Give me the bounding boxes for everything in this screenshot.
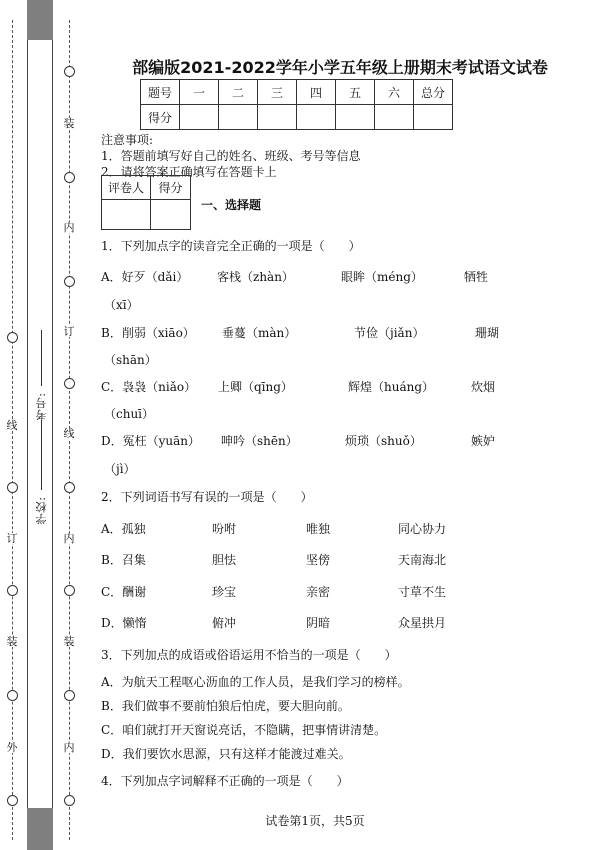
exam-title: 部编版2021-2022学年小学五年级上册期末考试语文试卷 [132, 58, 548, 77]
q2-option-a: A．孤独 [101, 522, 146, 536]
outer-circle-3 [7, 585, 18, 596]
exam-number-label: 考号: [35, 392, 48, 421]
score-header-cell: 总分 [414, 80, 453, 105]
section-title: 一、选择题 [201, 198, 262, 212]
score-table-header-row [141, 80, 453, 105]
score-header-cell: 四 [297, 80, 336, 105]
score-cell[interactable] [375, 105, 414, 130]
q1-option-d: 呻吟（shēn） [221, 434, 298, 448]
q2-option-b: 胆怯 [212, 553, 237, 567]
q1-option-c: （chuī） [104, 407, 155, 421]
school-field-line [41, 420, 42, 490]
score-cell[interactable] [180, 105, 219, 130]
exam-number-line [41, 330, 42, 386]
grader-label: 评卷人 [102, 176, 151, 200]
q2-option-c: 珍宝 [212, 585, 237, 599]
score-header-cell: 三 [258, 80, 297, 105]
q2-option-b: 天南海北 [398, 553, 447, 567]
score-cell[interactable] [258, 105, 297, 130]
score-header-cell: 六 [375, 80, 414, 105]
inner-circle-7 [64, 690, 75, 701]
inner-mark-6: 装 [61, 636, 77, 647]
score-header-cell: 题号 [141, 80, 180, 105]
outer-circle-1 [7, 332, 18, 343]
inner-mark-4: 线 [61, 428, 77, 439]
grader-table [101, 175, 191, 230]
q4-stem: 4．下列加点字词解释不正确的一项是（ ） [101, 774, 349, 788]
q1-option-b: B．削弱（xiāo） [101, 326, 195, 340]
q1-option-b: 垂蔓（màn） [222, 326, 297, 340]
score-cell[interactable] [414, 105, 453, 130]
notes-item-1: 1．答题前填写好自己的姓名、班级、考号等信息 [101, 149, 361, 163]
q1-option-a: 牺牲 [464, 270, 489, 284]
q3-option-a: A．为航天工程呕心沥血的工作人员，是我们学习的榜样。 [101, 675, 410, 689]
score-table-row [141, 105, 453, 130]
q1-option-d: 嫉妒 [471, 434, 496, 448]
q1-option-c: 上卿（qīng） [218, 380, 293, 394]
outer-mark-wai: 外 [4, 742, 20, 753]
q1-option-a: 客栈（zhàn） [217, 270, 294, 284]
q3-option-d: D．我们要饮水思源，只有这样才能渡过难关。 [101, 747, 351, 761]
q2-stem: 2．下列词语书写有误的一项是（ ） [101, 490, 313, 504]
q2-option-d: 众星拱月 [398, 616, 447, 630]
binding-bar-top [27, 0, 53, 40]
q1-option-a: （xī） [104, 298, 139, 312]
score-cell[interactable] [219, 105, 258, 130]
score-cell[interactable] [297, 105, 336, 130]
score-header-cell: 二 [219, 80, 258, 105]
inner-circle-8 [64, 795, 75, 806]
q1-option-b: （shān） [104, 353, 157, 367]
q2-option-b: 坚傍 [306, 553, 331, 567]
q2-option-b: B．召集 [101, 553, 146, 567]
grader-score-cell[interactable] [151, 200, 191, 230]
q2-option-c: 亲密 [306, 585, 331, 599]
q1-option-c: 辉煌（huáng） [348, 380, 435, 394]
q2-option-d: 阴暗 [306, 616, 331, 630]
outer-circle-4 [7, 690, 18, 701]
score-table [140, 79, 453, 130]
inner-mark-2: 内 [61, 222, 77, 233]
q1-stem: 1．下列加点字的读音完全正确的一项是（ ） [101, 239, 361, 253]
q2-option-d: D．懒惰 [101, 616, 147, 630]
inner-circle-6 [64, 585, 75, 596]
inner-circle-2 [64, 172, 75, 183]
q1-option-c: C．袅袅（niǎo） [101, 380, 197, 394]
score-header-cell: 五 [336, 80, 375, 105]
q2-option-c: 寸草不生 [398, 585, 447, 599]
q3-option-b: B．我们做事不要前怕狼后怕虎，要大胆向前。 [101, 699, 350, 713]
outer-mark-zhuang: 装 [4, 636, 20, 647]
notes-item-2: 2．请将答案正确填写在答题卡上 [101, 165, 277, 179]
q3-option-c: C．咱们就打开天窗说亮话，不隐瞒，把事情讲清楚。 [101, 723, 387, 737]
outer-mark-ding: 订 [4, 533, 20, 544]
q1-option-d: （jì） [104, 462, 136, 476]
q1-option-c: 炊烟 [471, 380, 496, 394]
q1-option-a: 眼眸（méng） [341, 270, 423, 284]
outer-circle-2 [7, 482, 18, 493]
inner-circle-4 [64, 378, 75, 389]
q2-option-a: 吩咐 [212, 522, 237, 536]
q2-option-a: 唯独 [306, 522, 331, 536]
q1-option-d: 烦琐（shuǒ） [345, 434, 422, 448]
q1-option-d: D．冤枉（yuān） [101, 434, 201, 448]
page-footer: 试卷第1页，共5页 [265, 814, 365, 828]
inner-mark-5: 内 [61, 533, 77, 544]
score-header-cell: 一 [180, 80, 219, 105]
school-field-label: 学校: [35, 496, 48, 525]
q2-option-a: 同心协力 [398, 522, 447, 536]
q2-option-d: 俯冲 [212, 616, 237, 630]
q1-option-b: 珊瑚 [475, 326, 500, 340]
inner-circle-5 [64, 482, 75, 493]
q2-option-c: C．酬谢 [101, 585, 147, 599]
inner-mark-3: 订 [61, 326, 77, 337]
q3-stem: 3．下列加点的成语或俗语运用不恰当的一项是（ ） [101, 648, 397, 662]
grader-name-cell[interactable] [102, 200, 151, 230]
inner-mark-1: 装 [61, 118, 77, 129]
notes-heading: 注意事项: [101, 133, 154, 147]
outer-circle-5 [7, 795, 18, 806]
outer-mark-xian: 线 [4, 420, 20, 431]
inner-circle-3 [64, 276, 75, 287]
q1-option-b: 节俭（jiǎn） [354, 326, 425, 340]
score-cell[interactable] [336, 105, 375, 130]
inner-mark-7: 内 [61, 742, 77, 753]
binding-strip [27, 40, 53, 808]
inner-circle-1 [64, 66, 75, 77]
score-row-label: 得分 [141, 105, 180, 130]
q1-option-a: A．好歹（dǎi） [101, 270, 189, 284]
grader-score-label: 得分 [151, 176, 191, 200]
